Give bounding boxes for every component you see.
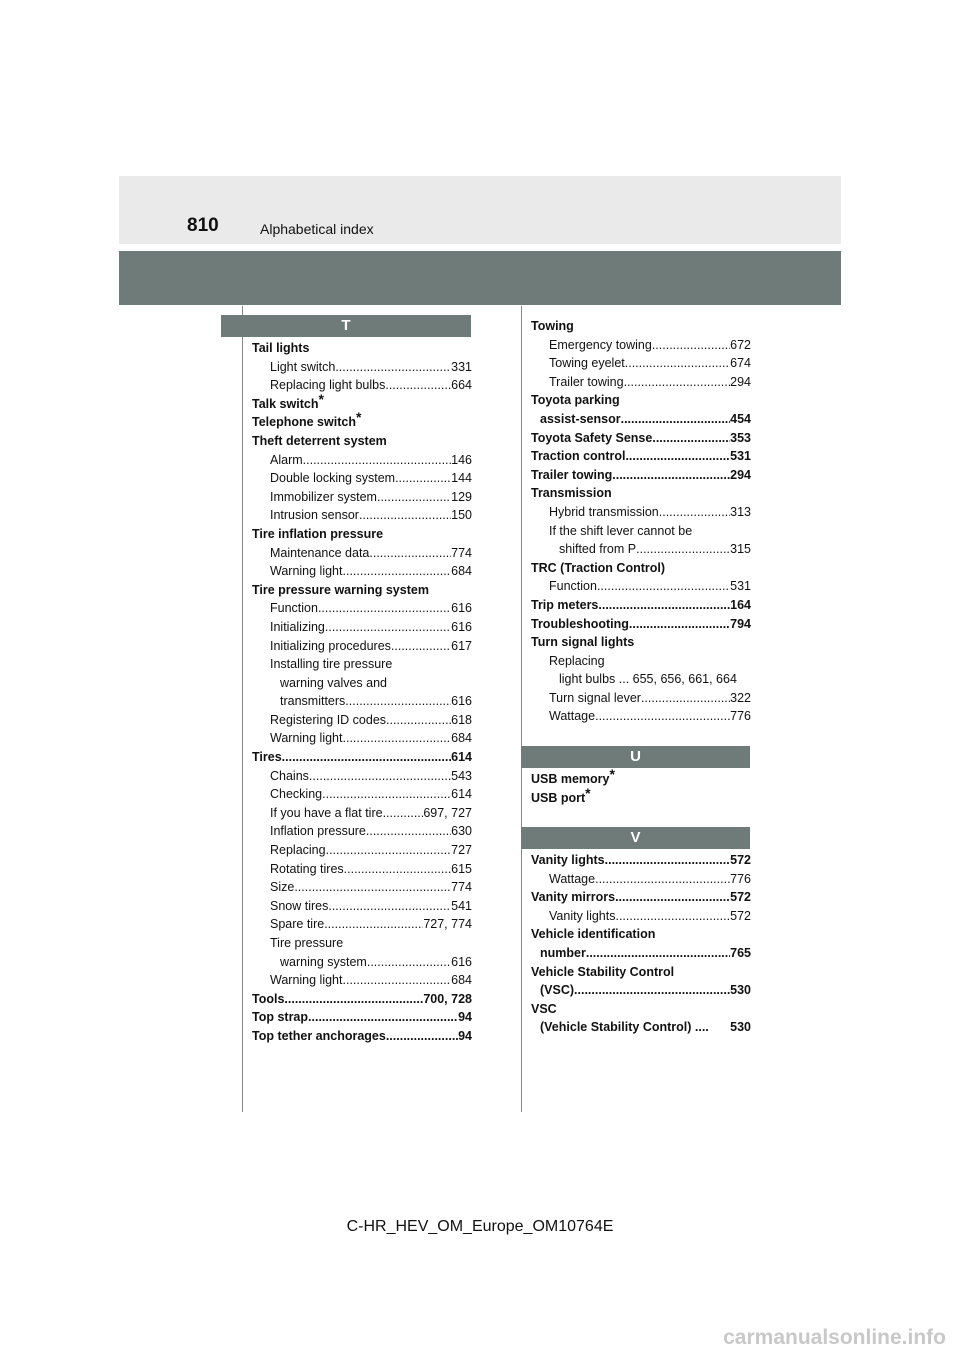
leader-dots bbox=[294, 878, 451, 897]
index-entry bbox=[252, 451, 472, 470]
leader-dots bbox=[282, 748, 451, 767]
index-entry-term: Top strap bbox=[252, 1010, 309, 1025]
index-entry-term: If you have a flat tire bbox=[270, 805, 383, 820]
index-entry-term: If the shift lever cannot be bbox=[549, 523, 693, 538]
leader-dots bbox=[366, 822, 451, 841]
index-entry-page: 765 bbox=[730, 945, 751, 960]
index-entry bbox=[252, 915, 472, 934]
leader-dots bbox=[605, 851, 731, 870]
index-entry bbox=[531, 447, 751, 466]
index-entry-page: 776 bbox=[730, 709, 751, 724]
index-entry bbox=[531, 391, 751, 410]
leader-dots bbox=[335, 358, 451, 377]
leader-dots bbox=[391, 637, 451, 656]
index-entry-term: Maintenance data bbox=[270, 545, 370, 560]
index-entry bbox=[531, 559, 751, 578]
index-entry-term: (VSC) bbox=[540, 983, 575, 998]
index-entry bbox=[252, 878, 472, 897]
index-entry-page: 353 bbox=[730, 430, 751, 445]
index-entry bbox=[531, 373, 751, 392]
leader-dots bbox=[597, 577, 730, 596]
index-entry-page: 727 bbox=[451, 843, 472, 858]
index-entry-page: 614 bbox=[451, 787, 472, 802]
index-entry bbox=[252, 953, 472, 972]
index-entry-page: 294 bbox=[730, 374, 751, 389]
leader-dots bbox=[324, 915, 423, 934]
index-entry-page: 94 bbox=[458, 1010, 472, 1025]
index-entry bbox=[252, 822, 472, 841]
index-entry-term: Replacing bbox=[549, 653, 605, 668]
index-entry bbox=[531, 963, 751, 982]
leader-dots bbox=[369, 544, 451, 563]
leader-dots bbox=[621, 410, 731, 429]
index-entry bbox=[252, 841, 472, 860]
leader-dots bbox=[595, 870, 730, 889]
leader-dots bbox=[344, 860, 451, 879]
index-entry-page: 454 bbox=[730, 411, 751, 426]
index-entry-page: 543 bbox=[451, 768, 472, 783]
leader-dots bbox=[343, 971, 452, 990]
leader-dots bbox=[284, 990, 423, 1009]
asterisk-note: * bbox=[585, 784, 591, 801]
leader-dots bbox=[383, 804, 424, 823]
leader-dots bbox=[322, 785, 451, 804]
index-entry bbox=[252, 409, 472, 432]
letter-bar-u: U bbox=[521, 746, 750, 768]
index-entry-term: Toyota Safety Sense bbox=[531, 430, 653, 445]
index-entry-term: Initializing bbox=[270, 619, 325, 634]
index-entry bbox=[531, 784, 751, 808]
index-entry-page: 531 bbox=[730, 579, 751, 594]
leader-dots bbox=[395, 469, 451, 488]
index-entry-term: Tire inflation pressure bbox=[252, 526, 384, 541]
index-entry-term: Towing bbox=[531, 319, 574, 333]
index-entry-page: 776 bbox=[730, 871, 751, 886]
index-entry bbox=[531, 907, 751, 926]
index-entry-term: Vanity lights bbox=[531, 853, 605, 867]
index-entry-term: Transmission bbox=[531, 486, 612, 501]
leader-dots bbox=[612, 466, 730, 485]
footer-doc-code: C-HR_HEV_OM_Europe_OM10764E bbox=[346, 1218, 614, 1235]
index-entry-term: warning valves and bbox=[280, 675, 388, 690]
index-entry-page: 129 bbox=[451, 489, 472, 504]
index-entry-page: 684 bbox=[451, 731, 472, 746]
index-entry-term: Replacing light bulbs bbox=[270, 378, 386, 393]
index-column-v bbox=[531, 851, 751, 1037]
index-entry bbox=[252, 390, 472, 414]
leader-dots bbox=[326, 841, 452, 860]
index-entry-term: Trailer towing bbox=[549, 374, 624, 389]
index-entry-page: 94 bbox=[458, 1028, 472, 1043]
leader-dots bbox=[303, 451, 451, 470]
index-entry-term: Vehicle identification bbox=[531, 927, 656, 942]
spacer bbox=[709, 1018, 730, 1037]
index-entry bbox=[531, 540, 751, 559]
index-entry-term: Wattage bbox=[549, 709, 596, 724]
leader-dots bbox=[659, 503, 730, 522]
index-entry bbox=[252, 1027, 472, 1046]
section-title: Alphabetical index bbox=[260, 221, 374, 237]
index-entry bbox=[252, 525, 472, 544]
index-entry-page: 294 bbox=[730, 467, 751, 482]
watermark: carmanualsonline.info bbox=[723, 1326, 946, 1349]
index-entry-term: Intrusion sensor bbox=[270, 508, 359, 523]
index-entry-page: 794 bbox=[730, 616, 751, 631]
index-entry bbox=[252, 562, 472, 581]
index-entry bbox=[531, 652, 751, 671]
index-entry-term: number bbox=[540, 945, 586, 960]
index-entry bbox=[252, 506, 472, 525]
index-entry-term: Installing tire pressure bbox=[270, 657, 393, 672]
index-entry-page: 684 bbox=[451, 973, 472, 988]
leader-dots bbox=[367, 953, 451, 972]
index-entry bbox=[531, 1018, 751, 1037]
leader-dots bbox=[636, 540, 730, 559]
letter-bar-t: T bbox=[221, 315, 471, 337]
index-column-t-continued bbox=[531, 317, 751, 726]
leader-dots bbox=[343, 729, 452, 748]
index-entry-term: Turn signal lever bbox=[549, 690, 641, 705]
leader-dots bbox=[652, 429, 730, 448]
index-entry-page: 164 bbox=[730, 597, 751, 612]
index-entry bbox=[531, 429, 751, 448]
index-entry-term: light bulbs ... 655, 656, 661, 664 bbox=[559, 672, 737, 687]
index-entry-page: 618 bbox=[451, 712, 472, 727]
index-entry-term: Hybrid transmission bbox=[549, 504, 659, 519]
asterisk-note: * bbox=[609, 766, 615, 782]
index-entry bbox=[252, 581, 472, 600]
index-entry-term: Checking bbox=[270, 787, 323, 802]
leader-dots bbox=[624, 373, 731, 392]
index-entry-term: Warning light bbox=[270, 731, 343, 746]
index-entry bbox=[252, 804, 472, 823]
index-column-u bbox=[531, 766, 751, 807]
index-entry-page: 774 bbox=[451, 880, 472, 895]
index-entry-page: 530 bbox=[730, 983, 751, 998]
index-entry bbox=[252, 599, 472, 618]
index-entry-page: 674 bbox=[730, 356, 751, 371]
index-entry-term: Vehicle Stability Control bbox=[531, 964, 675, 979]
index-entry-term: Tire pressure bbox=[270, 936, 344, 950]
index-entry-term: shifted from P bbox=[559, 542, 637, 557]
index-entry-term: Spare tire bbox=[270, 917, 325, 932]
leader-dots bbox=[343, 562, 452, 581]
header-dark-band bbox=[119, 251, 841, 305]
index-entry-page: 531 bbox=[730, 449, 751, 464]
index-entry bbox=[252, 692, 472, 711]
index-entry-term: Emergency towing bbox=[549, 337, 652, 352]
index-entry bbox=[252, 767, 472, 786]
index-entry bbox=[252, 990, 472, 1009]
index-entry bbox=[531, 466, 751, 485]
index-entry-term: Rotating tires bbox=[270, 861, 344, 876]
leader-dots bbox=[328, 897, 451, 916]
index-entry-page: 697, 727 bbox=[423, 805, 472, 820]
leader-dots bbox=[386, 1027, 458, 1046]
leader-dots bbox=[359, 506, 451, 525]
leader-dots bbox=[625, 354, 730, 373]
index-entry bbox=[531, 1000, 751, 1019]
index-entry bbox=[531, 596, 751, 615]
index-entry-term: Light switch bbox=[270, 359, 336, 374]
index-entry-term: Function bbox=[549, 579, 597, 594]
index-entry-term: Theft deterrent system bbox=[252, 433, 387, 448]
index-entry bbox=[531, 317, 751, 336]
leader-dots bbox=[385, 376, 451, 395]
index-entry-term: VSC bbox=[531, 1001, 557, 1016]
column-divider-left bbox=[242, 306, 243, 1112]
leader-dots bbox=[598, 596, 730, 615]
index-entry-page: 322 bbox=[730, 690, 751, 705]
index-entry-term: warning system bbox=[280, 954, 367, 969]
header-band bbox=[119, 176, 841, 244]
leader-dots bbox=[625, 447, 730, 466]
index-entry-page: 331 bbox=[451, 359, 472, 374]
index-entry-page: 315 bbox=[730, 542, 751, 557]
leader-dots bbox=[615, 907, 730, 926]
index-entry-term: Warning light bbox=[270, 973, 343, 988]
index-entry-term: Wattage bbox=[549, 871, 596, 886]
index-entry bbox=[252, 748, 472, 767]
index-entry-term: (Vehicle Stability Control) .... bbox=[540, 1020, 709, 1035]
index-entry-term: Snow tires bbox=[270, 898, 329, 913]
index-entry bbox=[531, 670, 751, 689]
index-entry-page: 684 bbox=[451, 564, 472, 579]
index-entry-page: 672 bbox=[730, 337, 751, 352]
index-entry-term: Tire pressure warning system bbox=[252, 582, 429, 597]
index-entry-page: 774 bbox=[451, 545, 472, 560]
index-entry-term: Chains bbox=[270, 768, 309, 783]
index-entry-term: Warning light bbox=[270, 564, 343, 579]
index-entry bbox=[252, 655, 472, 674]
index-entry bbox=[531, 484, 751, 503]
index-entry-term: Talk switch bbox=[252, 396, 319, 411]
index-entry bbox=[531, 522, 751, 541]
index-entry bbox=[252, 674, 472, 693]
index-entry-page: 616 bbox=[451, 694, 472, 709]
index-entry bbox=[531, 336, 751, 355]
index-entry bbox=[252, 376, 472, 395]
index-entry-term: assist-sensor bbox=[540, 411, 621, 426]
index-entry-page: 530 bbox=[730, 1020, 751, 1035]
leader-dots bbox=[615, 888, 730, 907]
index-entry-page: 616 bbox=[451, 619, 472, 634]
index-entry-page: 614 bbox=[451, 750, 472, 765]
index-entry-term: Inflation pressure bbox=[270, 824, 366, 839]
index-entry-term: Towing eyelet bbox=[549, 356, 625, 371]
asterisk-note: * bbox=[355, 409, 362, 426]
leader-dots bbox=[386, 711, 451, 730]
index-entry-page: 664 bbox=[451, 378, 472, 393]
index-entry bbox=[531, 944, 751, 963]
index-entry-term: Telephone switch bbox=[252, 415, 356, 430]
index-entry-page: 700, 728 bbox=[423, 991, 472, 1006]
index-entry-term: Vanity mirrors bbox=[531, 890, 616, 905]
index-entry bbox=[252, 488, 472, 507]
asterisk-note: * bbox=[318, 390, 324, 407]
index-entry-page: 541 bbox=[451, 898, 472, 913]
leader-dots bbox=[641, 689, 730, 708]
index-entry bbox=[531, 888, 751, 907]
index-entry-page: 146 bbox=[451, 452, 472, 467]
index-entry-term: USB memory bbox=[531, 772, 610, 786]
index-entry-page: 616 bbox=[451, 601, 472, 616]
index-entry bbox=[252, 358, 472, 377]
index-entry-term: Size bbox=[270, 880, 295, 895]
index-entry-page: 616 bbox=[451, 954, 472, 969]
index-entry-page: 727, 774 bbox=[423, 917, 472, 932]
index-entry-page: 313 bbox=[730, 504, 751, 519]
index-entry bbox=[252, 711, 472, 730]
index-entry-term: Initializing procedures bbox=[270, 638, 391, 653]
index-entry-page: 572 bbox=[730, 908, 751, 923]
index-entry-term: Replacing bbox=[270, 843, 326, 858]
index-entry bbox=[252, 860, 472, 879]
index-entry bbox=[252, 1008, 472, 1027]
index-entry bbox=[252, 432, 472, 451]
leader-dots bbox=[629, 615, 730, 634]
leader-dots bbox=[574, 981, 730, 1000]
index-entry-term: Tires bbox=[252, 750, 282, 765]
index-entry bbox=[531, 851, 751, 870]
leader-dots bbox=[377, 488, 451, 507]
index-entry bbox=[531, 925, 751, 944]
index-entry-term: Alarm bbox=[270, 452, 303, 467]
index-entry-term: transmitters bbox=[280, 694, 346, 709]
index-entry-page: 572 bbox=[730, 853, 751, 867]
index-entry-term: Traction control bbox=[531, 449, 626, 464]
index-entry bbox=[531, 633, 751, 652]
index-entry-term: Turn signal lights bbox=[531, 635, 635, 650]
leader-dots bbox=[595, 707, 730, 726]
index-entry-term: Tools bbox=[252, 991, 285, 1006]
index-entry-term: USB port bbox=[531, 790, 586, 805]
leader-dots bbox=[308, 1008, 458, 1027]
column-divider-middle bbox=[521, 306, 522, 1112]
index-entry bbox=[252, 729, 472, 748]
index-entry-page: 572 bbox=[730, 890, 751, 905]
index-entry bbox=[252, 469, 472, 488]
index-entry bbox=[252, 618, 472, 637]
index-entry bbox=[252, 934, 472, 953]
index-entry-term: TRC (Traction Control) bbox=[531, 560, 666, 575]
index-entry bbox=[531, 354, 751, 373]
leader-dots bbox=[652, 336, 730, 355]
index-entry bbox=[531, 707, 751, 726]
index-entry bbox=[531, 615, 751, 634]
index-entry bbox=[252, 637, 472, 656]
letter-bar-v: V bbox=[521, 827, 750, 849]
index-entry-page: 150 bbox=[451, 508, 472, 523]
page-number: 810 bbox=[187, 215, 219, 236]
index-entry bbox=[531, 981, 751, 1000]
index-entry-term: Top tether anchorages bbox=[252, 1028, 386, 1043]
leader-dots bbox=[325, 618, 451, 637]
leader-dots bbox=[309, 767, 451, 786]
index-entry bbox=[531, 577, 751, 596]
index-entry-page: 615 bbox=[451, 861, 472, 876]
index-entry-term: Toyota parking bbox=[531, 393, 620, 408]
index-entry-page: 630 bbox=[451, 824, 472, 839]
index-entry-term: Trailer towing bbox=[531, 467, 613, 482]
index-entry bbox=[252, 544, 472, 563]
index-entry-term: Immobilizer system bbox=[270, 489, 377, 504]
index-entry bbox=[252, 897, 472, 916]
index-entry-term: Trip meters bbox=[531, 597, 599, 612]
index-entry-term: Troubleshooting bbox=[531, 616, 629, 631]
index-entry-term: Double locking system bbox=[270, 471, 396, 486]
index-entry-term: Function bbox=[270, 601, 318, 616]
index-entry-term: Tail lights bbox=[252, 341, 310, 355]
index-column-t bbox=[252, 339, 472, 1046]
index-entry bbox=[531, 410, 751, 429]
index-entry bbox=[531, 689, 751, 708]
index-entry-term: Registering ID codes bbox=[270, 712, 387, 727]
index-entry-term: Vanity lights bbox=[549, 908, 616, 923]
leader-dots bbox=[345, 692, 451, 711]
index-entry bbox=[531, 870, 751, 889]
index-entry-page: 144 bbox=[451, 471, 472, 486]
index-entry-page: 617 bbox=[451, 638, 472, 653]
index-entry bbox=[252, 785, 472, 804]
leader-dots bbox=[318, 599, 451, 618]
leader-dots bbox=[586, 944, 730, 963]
index-entry bbox=[531, 766, 751, 789]
index-entry bbox=[252, 339, 472, 358]
index-entry bbox=[252, 971, 472, 990]
index-entry bbox=[531, 503, 751, 522]
